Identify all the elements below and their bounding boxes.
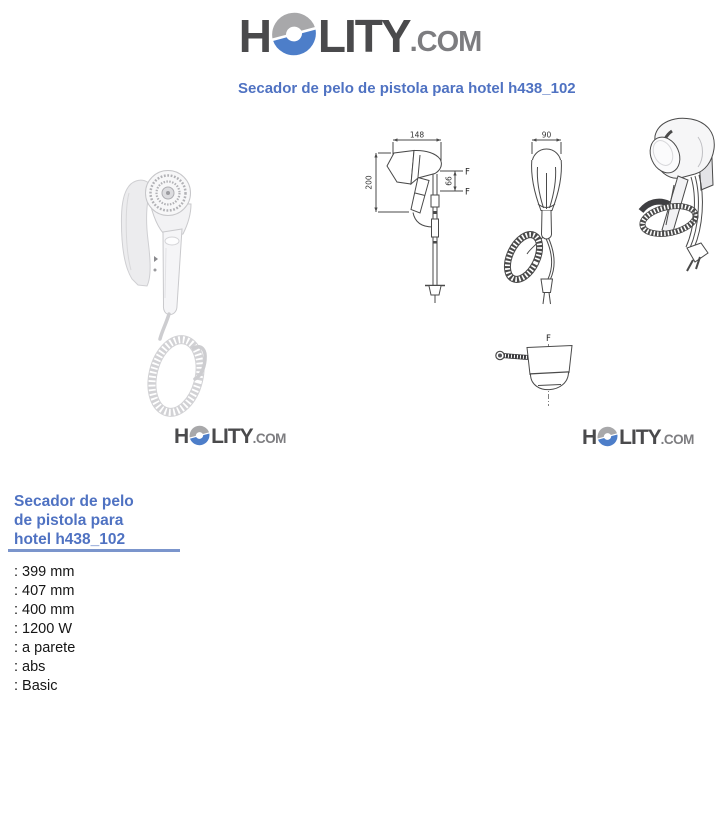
spec-row-mount: : a parete [14, 640, 76, 656]
hair-dryer-photo-image [105, 148, 305, 433]
holity-watermark-left[interactable] [174, 425, 286, 448]
logo-text-h: H [238, 10, 270, 62]
holity-swirl-icon [189, 425, 210, 446]
spec-row-power: : 1200 W [14, 621, 73, 637]
logo-text-com: .COM [660, 432, 694, 447]
spec-row-depth: : 400 mm [14, 602, 75, 618]
logo-text-lity: LITY [619, 426, 661, 449]
product-title-line2: de pistola para [14, 512, 124, 529]
holity-watermark-right[interactable] [582, 426, 694, 449]
product-photo [105, 148, 305, 433]
logo-text-lity: LITY [317, 10, 410, 62]
logo-text-com: .COM [409, 26, 482, 58]
title-divider [8, 549, 180, 552]
dim-offset-label: 66 [444, 176, 454, 186]
f-mark-bottom: F [465, 187, 470, 198]
holity-logo[interactable] [0, 10, 720, 62]
holity-swirl-icon [597, 426, 618, 447]
dim-front-width-label: 90 [541, 130, 552, 140]
f-mark-top: F [465, 167, 470, 178]
dim-width-label: 148 [409, 130, 425, 140]
spec-row-height: : 399 mm [14, 564, 75, 580]
product-title-line3: hotel h438_102 [14, 531, 126, 548]
holity-swirl-icon [271, 11, 317, 57]
technical-drawings [360, 115, 720, 415]
product-title-line1: Secador de pelo [14, 493, 134, 510]
spec-row-line: : Basic [14, 678, 58, 694]
dim-height-label: 200 [364, 175, 374, 190]
spec-row-width: : 407 mm [14, 583, 75, 599]
detail-f-label: F [546, 334, 551, 344]
spec-row-material: : abs [14, 659, 46, 675]
product-info [14, 492, 234, 549]
logo-text-h: H [582, 426, 597, 449]
spec-list [14, 563, 75, 696]
logo-text-h: H [174, 425, 189, 448]
logo-text-com: .COM [252, 431, 286, 446]
logo-text-lity: LITY [211, 425, 253, 448]
page-title: Secador de pelo de pistola para hotel h438_102 [238, 80, 576, 97]
technical-drawing-image [360, 115, 720, 415]
